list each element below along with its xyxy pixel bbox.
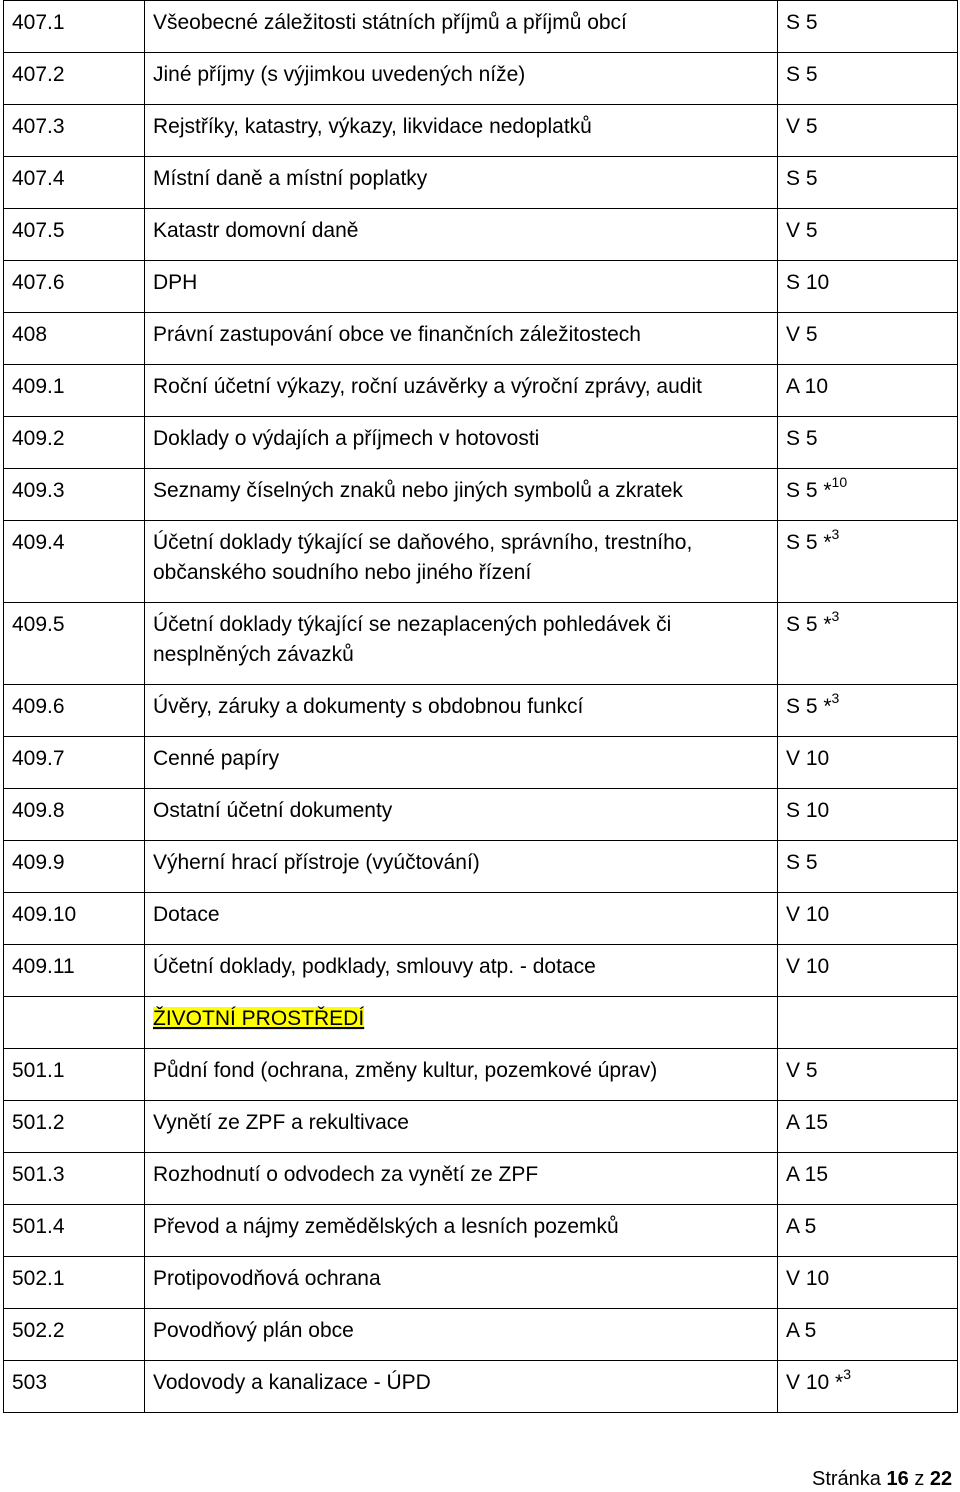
row-retention-cell <box>778 417 958 469</box>
row-code: 407.4 <box>4 157 145 209</box>
row-retention-cell <box>778 105 958 157</box>
row-retention: S 5 <box>786 11 818 34</box>
row-description: Převod a nájmy zemědělských a lesních pozemků <box>145 1205 778 1257</box>
row-retention-cell <box>778 313 958 365</box>
row-description: Rejstříky, katastry, výkazy, likvidace nedoplatků <box>145 105 778 157</box>
row-retention: A 15 <box>786 1163 829 1186</box>
row-retention: V 5 <box>786 219 818 242</box>
row-retention: A 10 <box>786 375 829 398</box>
table-row <box>4 521 958 603</box>
row-retention: S 10 <box>786 271 830 294</box>
retention-table <box>3 0 958 1413</box>
row-code: 409.9 <box>4 841 145 893</box>
row-code: 409.5 <box>4 603 145 685</box>
footnote-ref: 3 <box>831 690 840 706</box>
row-retention: V 10 <box>786 955 830 978</box>
table-row <box>4 417 958 469</box>
row-code: 409.2 <box>4 417 145 469</box>
row-retention: S 5 * <box>786 695 832 718</box>
row-retention-cell <box>778 469 958 521</box>
row-description: Seznamy číselných znaků nebo jiných symbolů a zkratek <box>145 469 778 521</box>
footer-separator: z <box>914 1468 925 1490</box>
row-code: 409.10 <box>4 893 145 945</box>
table-row <box>4 105 958 157</box>
table-row <box>4 53 958 105</box>
table-row <box>4 1309 958 1361</box>
row-code: 409.8 <box>4 789 145 841</box>
row-retention: S 5 <box>786 851 818 874</box>
row-retention-cell <box>778 1153 958 1205</box>
row-code: 409.11 <box>4 945 145 997</box>
row-code: 502.2 <box>4 1309 145 1361</box>
row-retention: S 5 <box>786 427 818 450</box>
table-row <box>4 261 958 313</box>
row-retention-cell <box>778 521 958 603</box>
row-retention: S 5 * <box>786 479 832 502</box>
row-retention-cell <box>778 893 958 945</box>
row-description: Účetní doklady, podklady, smlouvy atp. - dotace <box>145 945 778 997</box>
table-row <box>4 313 958 365</box>
table-row <box>4 893 958 945</box>
table-row <box>4 789 958 841</box>
row-description: Dotace <box>145 893 778 945</box>
row-retention: S 5 <box>786 167 818 190</box>
row-description: Povodňový plán obce <box>145 1309 778 1361</box>
retention-table-body <box>4 1 958 1413</box>
row-retention: S 10 <box>786 799 830 822</box>
row-retention: V 10 <box>786 903 830 926</box>
row-retention: V 5 <box>786 323 818 346</box>
row-description: Místní daně a místní poplatky <box>145 157 778 209</box>
page-footer <box>812 1468 952 1491</box>
row-description: Všeobecné záležitosti státních příjmů a příjmů obcí <box>145 1 778 53</box>
row-retention-cell <box>778 603 958 685</box>
row-code: 408 <box>4 313 145 365</box>
table-row <box>4 603 958 685</box>
row-description: Katastr domovní daně <box>145 209 778 261</box>
row-description: Doklady o výdajích a příjmech v hotovosti <box>145 417 778 469</box>
footnote-ref: 3 <box>843 1366 852 1382</box>
row-retention: S 5 <box>786 63 818 86</box>
row-retention-cell <box>778 945 958 997</box>
row-description: Účetní doklady týkající se daňového, správního, trestního, občanského soudního nebo jiného řízení <box>145 521 778 603</box>
row-description: Účetní doklady týkající se nezaplacených pohledávek či nesplněných závazků <box>145 603 778 685</box>
row-retention-cell <box>778 737 958 789</box>
row-description: Vynětí ze ZPF a rekultivace <box>145 1101 778 1153</box>
row-retention: S 5 * <box>786 613 832 636</box>
row-code: 409.7 <box>4 737 145 789</box>
row-retention: V 10 <box>786 1267 830 1290</box>
table-row <box>4 945 958 997</box>
row-code: 407.6 <box>4 261 145 313</box>
table-row <box>4 685 958 737</box>
row-code: 407.1 <box>4 1 145 53</box>
table-row <box>4 1101 958 1153</box>
row-retention-cell <box>778 1101 958 1153</box>
table-row <box>4 1153 958 1205</box>
row-description: Cenné papíry <box>145 737 778 789</box>
row-description: Úvěry, záruky a dokumenty s obdobnou funkcí <box>145 685 778 737</box>
row-retention: V 10 * <box>786 1371 844 1394</box>
footer-total-pages: 22 <box>929 1468 953 1490</box>
row-description: Rozhodnutí o odvodech za vynětí ze ZPF <box>145 1153 778 1205</box>
row-code: 409.4 <box>4 521 145 603</box>
row-retention-cell <box>778 1257 958 1309</box>
row-description: Jiné příjmy (s výjimkou uvedených níže) <box>145 53 778 105</box>
row-code: 407.5 <box>4 209 145 261</box>
table-row <box>4 841 958 893</box>
row-code: 501.2 <box>4 1101 145 1153</box>
row-retention: V 5 <box>786 115 818 138</box>
row-retention: S 5 * <box>786 531 832 554</box>
row-retention-cell <box>778 261 958 313</box>
row-retention-cell <box>778 157 958 209</box>
table-row <box>4 1361 958 1413</box>
row-description: Výherní hrací přístroje (vyúčtování) <box>145 841 778 893</box>
table-row <box>4 209 958 261</box>
section-heading-row <box>4 997 958 1049</box>
footnote-ref: 10 <box>831 474 848 490</box>
table-row <box>4 1205 958 1257</box>
row-retention: A 5 <box>786 1319 817 1342</box>
row-retention-cell <box>778 789 958 841</box>
row-description: Vodovody a kanalizace - ÚPD <box>145 1361 778 1413</box>
row-retention-cell <box>778 685 958 737</box>
row-retention-cell <box>778 1309 958 1361</box>
row-description: Protipovodňová ochrana <box>145 1257 778 1309</box>
row-description: Roční účetní výkazy, roční uzávěrky a výroční zprávy, audit <box>145 365 778 417</box>
row-description: Půdní fond (ochrana, změny kultur, pozemkové úprav) <box>145 1049 778 1101</box>
row-retention: V 5 <box>786 1059 818 1082</box>
row-code: 409.1 <box>4 365 145 417</box>
row-retention-cell <box>778 1205 958 1257</box>
row-code <box>4 997 145 1049</box>
row-retention: A 15 <box>786 1111 829 1134</box>
row-retention: A 5 <box>786 1215 817 1238</box>
row-code: 501.4 <box>4 1205 145 1257</box>
row-retention-cell <box>778 1049 958 1101</box>
row-description: Ostatní účetní dokumenty <box>145 789 778 841</box>
row-retention-cell <box>778 53 958 105</box>
row-retention-cell <box>778 209 958 261</box>
row-code: 501.3 <box>4 1153 145 1205</box>
table-row <box>4 737 958 789</box>
table-row <box>4 365 958 417</box>
row-retention-cell <box>778 1361 958 1413</box>
footnote-ref: 3 <box>831 608 840 624</box>
row-retention-cell <box>778 841 958 893</box>
row-retention-cell <box>778 1 958 53</box>
table-row <box>4 1 958 53</box>
row-description: Právní zastupování obce ve finančních záležitostech <box>145 313 778 365</box>
table-row <box>4 469 958 521</box>
table-row <box>4 1257 958 1309</box>
footer-current-page: 16 <box>886 1468 909 1490</box>
row-code: 501.1 <box>4 1049 145 1101</box>
row-code: 407.2 <box>4 53 145 105</box>
footnote-ref: 3 <box>831 526 840 542</box>
row-retention: V 10 <box>786 747 830 770</box>
row-code: 503 <box>4 1361 145 1413</box>
footer-page-label: Stránka <box>812 1468 881 1490</box>
row-code: 409.3 <box>4 469 145 521</box>
section-heading-cell <box>145 997 778 1049</box>
section-title: ŽIVOTNÍ PROSTŘEDÍ <box>153 1007 365 1030</box>
table-row <box>4 157 958 209</box>
row-description: DPH <box>145 261 778 313</box>
row-retention-cell <box>778 997 958 1049</box>
row-code: 409.6 <box>4 685 145 737</box>
row-code: 407.3 <box>4 105 145 157</box>
row-code: 502.1 <box>4 1257 145 1309</box>
row-retention-cell <box>778 365 958 417</box>
table-row <box>4 1049 958 1101</box>
